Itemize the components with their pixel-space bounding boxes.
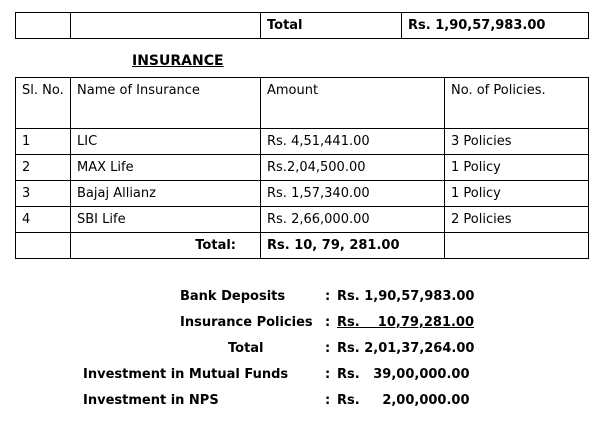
amount-cell: Rs. 4,51,441.00 — [261, 129, 445, 155]
total-value: Rs. 10, 79, 281.00 — [261, 233, 445, 259]
insurance-heading: INSURANCE — [132, 53, 224, 69]
summary-value: Rs. 2,00,000.00 — [337, 393, 470, 408]
summary-label: Total — [228, 341, 264, 356]
table-row — [16, 207, 589, 233]
sl-cell: 1 — [16, 129, 71, 155]
summary-value: Rs. 39,00,000.00 — [337, 367, 470, 382]
summary-label: Insurance Policies — [180, 315, 313, 330]
summary-colon: : — [325, 367, 331, 382]
policies-cell: 1 Policy — [445, 155, 589, 181]
header-name: Name of Insurance — [71, 78, 261, 129]
empty-cell — [16, 233, 71, 259]
summary-value: Rs. 2,01,37,264.00 — [337, 341, 475, 356]
summary-value: Rs. 10,79,281.00 — [337, 315, 475, 330]
table-total-row — [16, 233, 589, 259]
header-amount: Amount — [261, 78, 445, 129]
empty-cell — [16, 13, 71, 39]
sl-cell: 4 — [16, 207, 71, 233]
amount-cell: Rs. 2,66,000.00 — [261, 207, 445, 233]
policies-cell: 1 Policy — [445, 181, 589, 207]
table-row — [16, 13, 589, 39]
summary-colon: : — [325, 315, 331, 330]
summary-label: Investment in Mutual Funds — [83, 367, 289, 382]
empty-cell — [71, 13, 261, 39]
amount-cell: Rs. 1,57,340.00 — [261, 181, 445, 207]
sl-cell: 3 — [16, 181, 71, 207]
name-cell: SBI Life — [71, 207, 261, 233]
sl-cell: 2 — [16, 155, 71, 181]
summary-value: Rs. 1,90,57,983.00 — [337, 289, 475, 304]
name-cell: MAX Life — [71, 155, 261, 181]
header-sl-no: Sl. No. — [16, 78, 71, 129]
total-label: Total: — [71, 233, 261, 259]
table-row — [16, 181, 589, 207]
summary-label: Investment in NPS — [83, 393, 219, 408]
policies-cell: 3 Policies — [445, 129, 589, 155]
summary-colon: : — [325, 393, 331, 408]
insurance-table — [15, 77, 589, 259]
header-policies: No. of Policies. — [445, 78, 589, 129]
summary-label: Bank Deposits — [180, 289, 286, 304]
policies-cell: 2 Policies — [445, 207, 589, 233]
total-value: Rs. 1,90,57,983.00 — [402, 13, 589, 39]
name-cell: LIC — [71, 129, 261, 155]
table-row — [16, 155, 589, 181]
table-header-row — [16, 78, 589, 129]
total-label: Total — [261, 13, 402, 39]
bank-total-table — [15, 12, 589, 39]
table-row — [16, 129, 589, 155]
empty-cell — [445, 233, 589, 259]
summary-colon: : — [325, 341, 331, 356]
summary-colon: : — [325, 289, 331, 304]
name-cell: Bajaj Allianz — [71, 181, 261, 207]
amount-cell: Rs.2,04,500.00 — [261, 155, 445, 181]
